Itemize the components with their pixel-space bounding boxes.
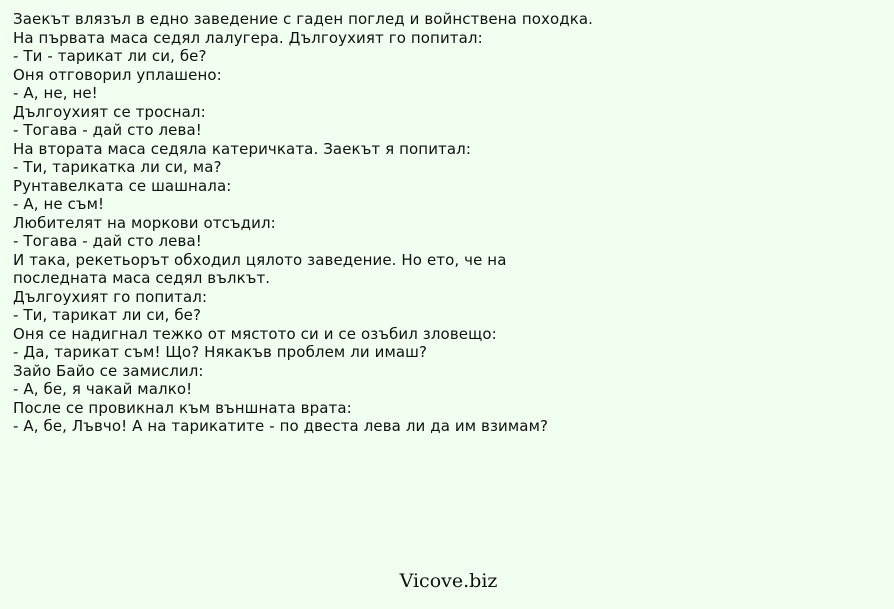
joke-line: - А, бе, Лъвчо! А на тарикатите - по двеста лева ли да им взимам? (13, 417, 549, 435)
joke-line: Зайо Байо се замислил: (13, 361, 204, 380)
joke-line: Заекът влязъл в едно заведение с гаден поглед и войнствена походка. (13, 10, 594, 28)
joke-line: - Да, тарикат съм! Що? Някакъв проблем ли имаш? (13, 343, 428, 361)
joke-line: Любителят на моркови отсъдил: (13, 213, 276, 232)
joke-line: - Тогава - дай сто лева! (13, 232, 202, 250)
joke-line: На първата маса седял лалугера. Дългоухият го попитал: (13, 28, 483, 47)
joke-line: - А, не съм! (13, 195, 105, 213)
joke-line: Дългоухият се троснал: (13, 102, 206, 121)
joke-line: После се провикнал към външната врата: (13, 398, 352, 417)
joke-line: Дългоухият го попитал: (13, 287, 208, 306)
joke-line: И така, рекетьорът обходил цялото заведение. Но ето, че на последната маса седял вълкът. (13, 250, 507, 287)
joke-line: - Тогава - дай сто лева! (13, 121, 202, 139)
joke-line: - Ти, тарикатка ли си, ма? (13, 158, 222, 176)
site-watermark: Vicove.biz (399, 570, 498, 592)
joke-line: Оня се надигнал тежко от мястото си и се озъбил зловещо: (13, 324, 497, 343)
joke-line: - А, бе, я чакай малко! (13, 380, 193, 398)
joke-line: - Ти - тарикат ли си, бе? (13, 47, 207, 65)
joke-line: Оня отговорил уплашено: (13, 65, 222, 84)
joke-line: - Ти, тарикат ли си, бе? (13, 306, 202, 324)
joke-line: - А, не, не! (13, 84, 98, 102)
joke-line: На втората маса седяла катеричката. Заекът я попитал: (13, 139, 472, 158)
joke-text (13, 10, 603, 436)
joke-line: Рунтавелката се шашнала: (13, 176, 232, 195)
